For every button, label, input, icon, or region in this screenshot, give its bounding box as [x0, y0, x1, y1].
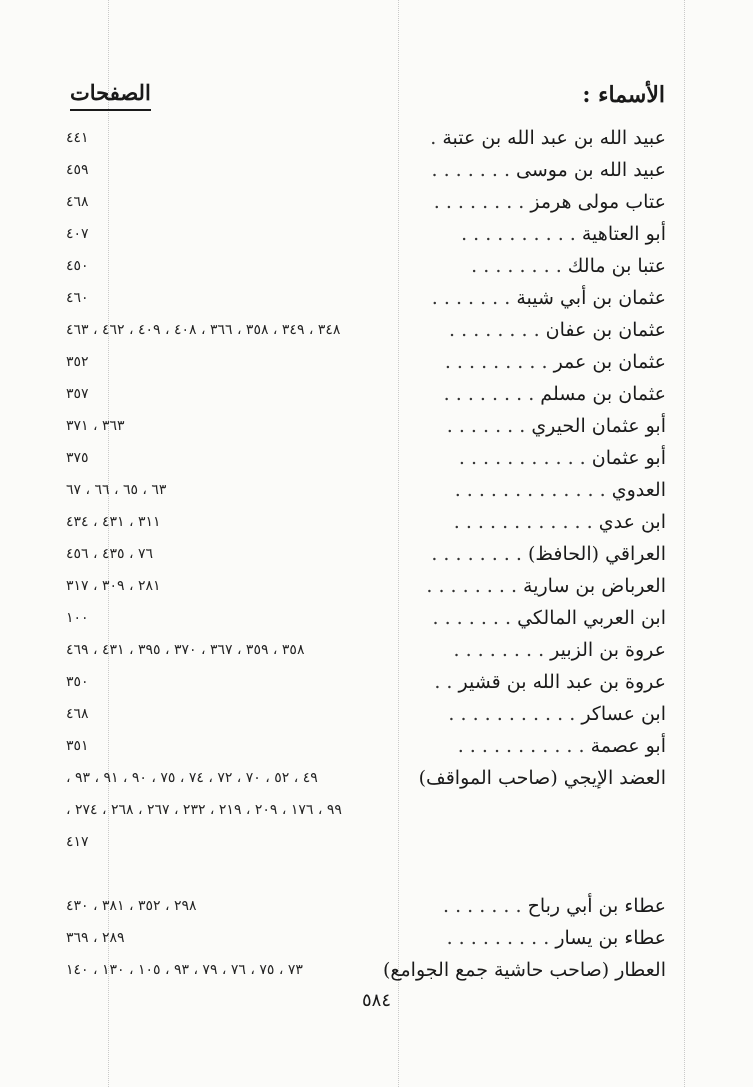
entry-name: العدوي: [611, 479, 666, 501]
index-row: [66, 572, 666, 604]
entry-pages: ٤٤١: [66, 130, 89, 146]
leader-dots: . . . . . . . . . .: [461, 223, 576, 245]
leader-dots: . . . . . . . .: [449, 319, 540, 341]
pages-heading: الصفحات: [70, 80, 151, 111]
leader-dots: . . . . . . . .: [433, 191, 525, 213]
leader-dots: . . . . . . . . . . .: [448, 703, 576, 725]
entry-pages: ٣٥٨ ، ٣٥٩ ، ٣٦٧ ، ٣٧٠ ، ٣٩٥ ، ٤٣١ ، ٤٦٩: [66, 642, 305, 658]
entry-pages: ٢٨٩ ، ٣٦٩: [66, 930, 125, 946]
index-row: [66, 732, 666, 764]
entry-name: عثمان بن أبي شيبة: [516, 287, 666, 309]
leader-dots: . . . . . . .: [431, 287, 511, 309]
index-row: [66, 636, 666, 668]
leader-dots: . . . . . . . . .: [444, 351, 548, 373]
index-row: [66, 700, 666, 732]
entry-name: ابن عدي: [598, 511, 666, 533]
index-row: [66, 284, 666, 316]
index-row: [66, 796, 666, 828]
entry-pages: ٢٨١ ، ٣٠٩ ، ٣١٧: [66, 578, 161, 594]
entry-pages: ٣٥٢: [66, 354, 89, 370]
entry-pages: ٤٦٠: [66, 290, 89, 306]
index-row: [66, 348, 666, 380]
entry-name: عثمان بن مسلم: [540, 383, 666, 405]
entry-pages: ٤٥٩: [66, 162, 89, 178]
entry-pages: ٧٣ ، ٧٥ ، ٧٦ ، ٧٩ ، ٩٣ ، ١٠٥ ، ١٣٠ ، ١٤٠: [66, 962, 303, 978]
leader-dots: . . . . . . . .: [431, 543, 522, 565]
leader-dots: . .: [434, 671, 453, 693]
entry-name: عبيد الله بن موسى: [516, 159, 666, 181]
index-row: [66, 668, 666, 700]
entry-name: ابن عساكر: [581, 703, 666, 725]
names-heading: الأسماء :: [582, 82, 665, 108]
leader-dots: . . . . . . . . . . . . .: [454, 479, 606, 501]
leader-dots: . . . . . . . .: [453, 639, 545, 661]
index-row: [66, 860, 666, 892]
entry-pages: ٣١١ ، ٤٣١ ، ٤٣٤: [66, 514, 161, 530]
leader-dots: .: [430, 127, 437, 149]
entry-name: عتاب مولى هرمز: [530, 191, 666, 213]
index-row: [66, 828, 666, 860]
entry-pages: ٣٧٥: [66, 450, 89, 466]
index-row: [66, 124, 666, 156]
index-row: [66, 156, 666, 188]
entry-pages: ٩٩ ، ١٧٦ ، ٢٠٩ ، ٢١٩ ، ٢٣٢ ، ٢٦٧ ، ٢٦٨ ، ٢٧٤ ،: [66, 802, 342, 818]
entry-pages: ٣٥٠: [66, 674, 89, 690]
entry-pages: ٣٥٧: [66, 386, 89, 402]
index-row: [66, 444, 666, 476]
leader-dots: . . . . . . .: [446, 415, 526, 437]
leader-dots: . . . . . . . .: [426, 575, 517, 597]
entry-name: ابن العربي المالكي: [517, 607, 666, 629]
entry-name: أبو عثمان الحيري: [531, 415, 666, 437]
leader-dots: . . . . . . . .: [443, 383, 535, 405]
entry-pages: ٢٩٨ ، ٣٥٢ ، ٣٨١ ، ٤٣٠: [66, 898, 197, 914]
entry-pages: ٤٠٧: [66, 226, 89, 242]
entry-pages: ١٠٠: [66, 610, 89, 626]
entry-pages: ٤١٧: [66, 834, 89, 850]
leader-dots: . . . . . . . . .: [446, 927, 550, 949]
entry-name: عروة بن الزبير: [550, 639, 666, 661]
index-row: [66, 764, 666, 796]
index-row: [66, 476, 666, 508]
index-row: [66, 188, 666, 220]
entry-name: العراقي (الحافظ): [527, 543, 666, 565]
entry-name: عبيد الله بن عبد الله بن عتبة: [442, 127, 666, 149]
index-row: [66, 220, 666, 252]
entry-name: العرباض بن سارية: [523, 575, 666, 597]
index-entries: [66, 124, 666, 988]
entry-name: أبو العتاهية: [581, 223, 666, 245]
entry-name: عثمان بن عمر: [553, 351, 666, 373]
entry-name: أبو عصمة: [590, 735, 666, 757]
entry-name: عطاء بن أبي رباح: [527, 895, 666, 917]
entry-name: أبو عثمان: [591, 447, 666, 469]
index-row: [66, 540, 666, 572]
index-row: [66, 380, 666, 412]
leader-dots: . . . . . . .: [431, 159, 510, 181]
leader-dots: . . . . . . .: [443, 895, 522, 917]
index-row: [66, 892, 666, 924]
entry-pages: ٧٦ ، ٤٣٥ ، ٤٥٦: [66, 546, 154, 562]
entry-name: العطار (صاحب حاشية جمع الجوامع): [382, 959, 666, 981]
entry-pages: ٦٣ ، ٦٥ ، ٦٦ ، ٦٧: [66, 482, 167, 498]
page-number: ٥٨٤: [361, 990, 391, 1011]
scan-guide-line: [684, 0, 685, 1087]
entry-name: عتبا بن مالك: [567, 255, 666, 277]
index-row: [66, 604, 666, 636]
entry-name: عطاء بن يسار: [555, 927, 666, 949]
leader-dots: . . . . . . . . . . .: [457, 735, 585, 757]
index-row: [66, 412, 666, 444]
entry-pages: ٤٥٠: [66, 258, 89, 274]
index-row: [66, 316, 666, 348]
entry-pages: ٤٩ ، ٥٢ ، ٧٠ ، ٧٢ ، ٧٤ ، ٧٥ ، ٩٠ ، ٩١ ، ٩٣ ،: [66, 770, 318, 786]
leader-dots: . . . . . . . .: [471, 255, 562, 277]
entry-pages: ٣٤٨ ، ٣٤٩ ، ٣٥٨ ، ٣٦٦ ، ٤٠٨ ، ٤٠٩ ، ٤٦٢ ، ٤٦٣: [66, 322, 341, 338]
leader-dots: . . . . . . . . . . .: [458, 447, 586, 469]
entry-pages: ٤٦٨: [66, 194, 89, 210]
index-row: [66, 252, 666, 284]
entry-pages: ٤٦٨: [66, 706, 89, 722]
entry-name: عثمان بن عفان: [545, 319, 666, 341]
index-row: [66, 508, 666, 540]
entry-name: عروة بن عبد الله بن قشير: [458, 671, 666, 693]
index-row: [66, 924, 666, 956]
leader-dots: . . . . . . .: [432, 607, 512, 629]
entry-pages: ٣٦٣ ، ٣٧١: [66, 418, 125, 434]
leader-dots: . . . . . . . . . . . .: [453, 511, 593, 533]
index-row: [66, 956, 666, 988]
entry-pages: ٣٥١: [66, 738, 89, 754]
entry-name: العضد الإيجي (صاحب المواقف): [418, 767, 666, 789]
